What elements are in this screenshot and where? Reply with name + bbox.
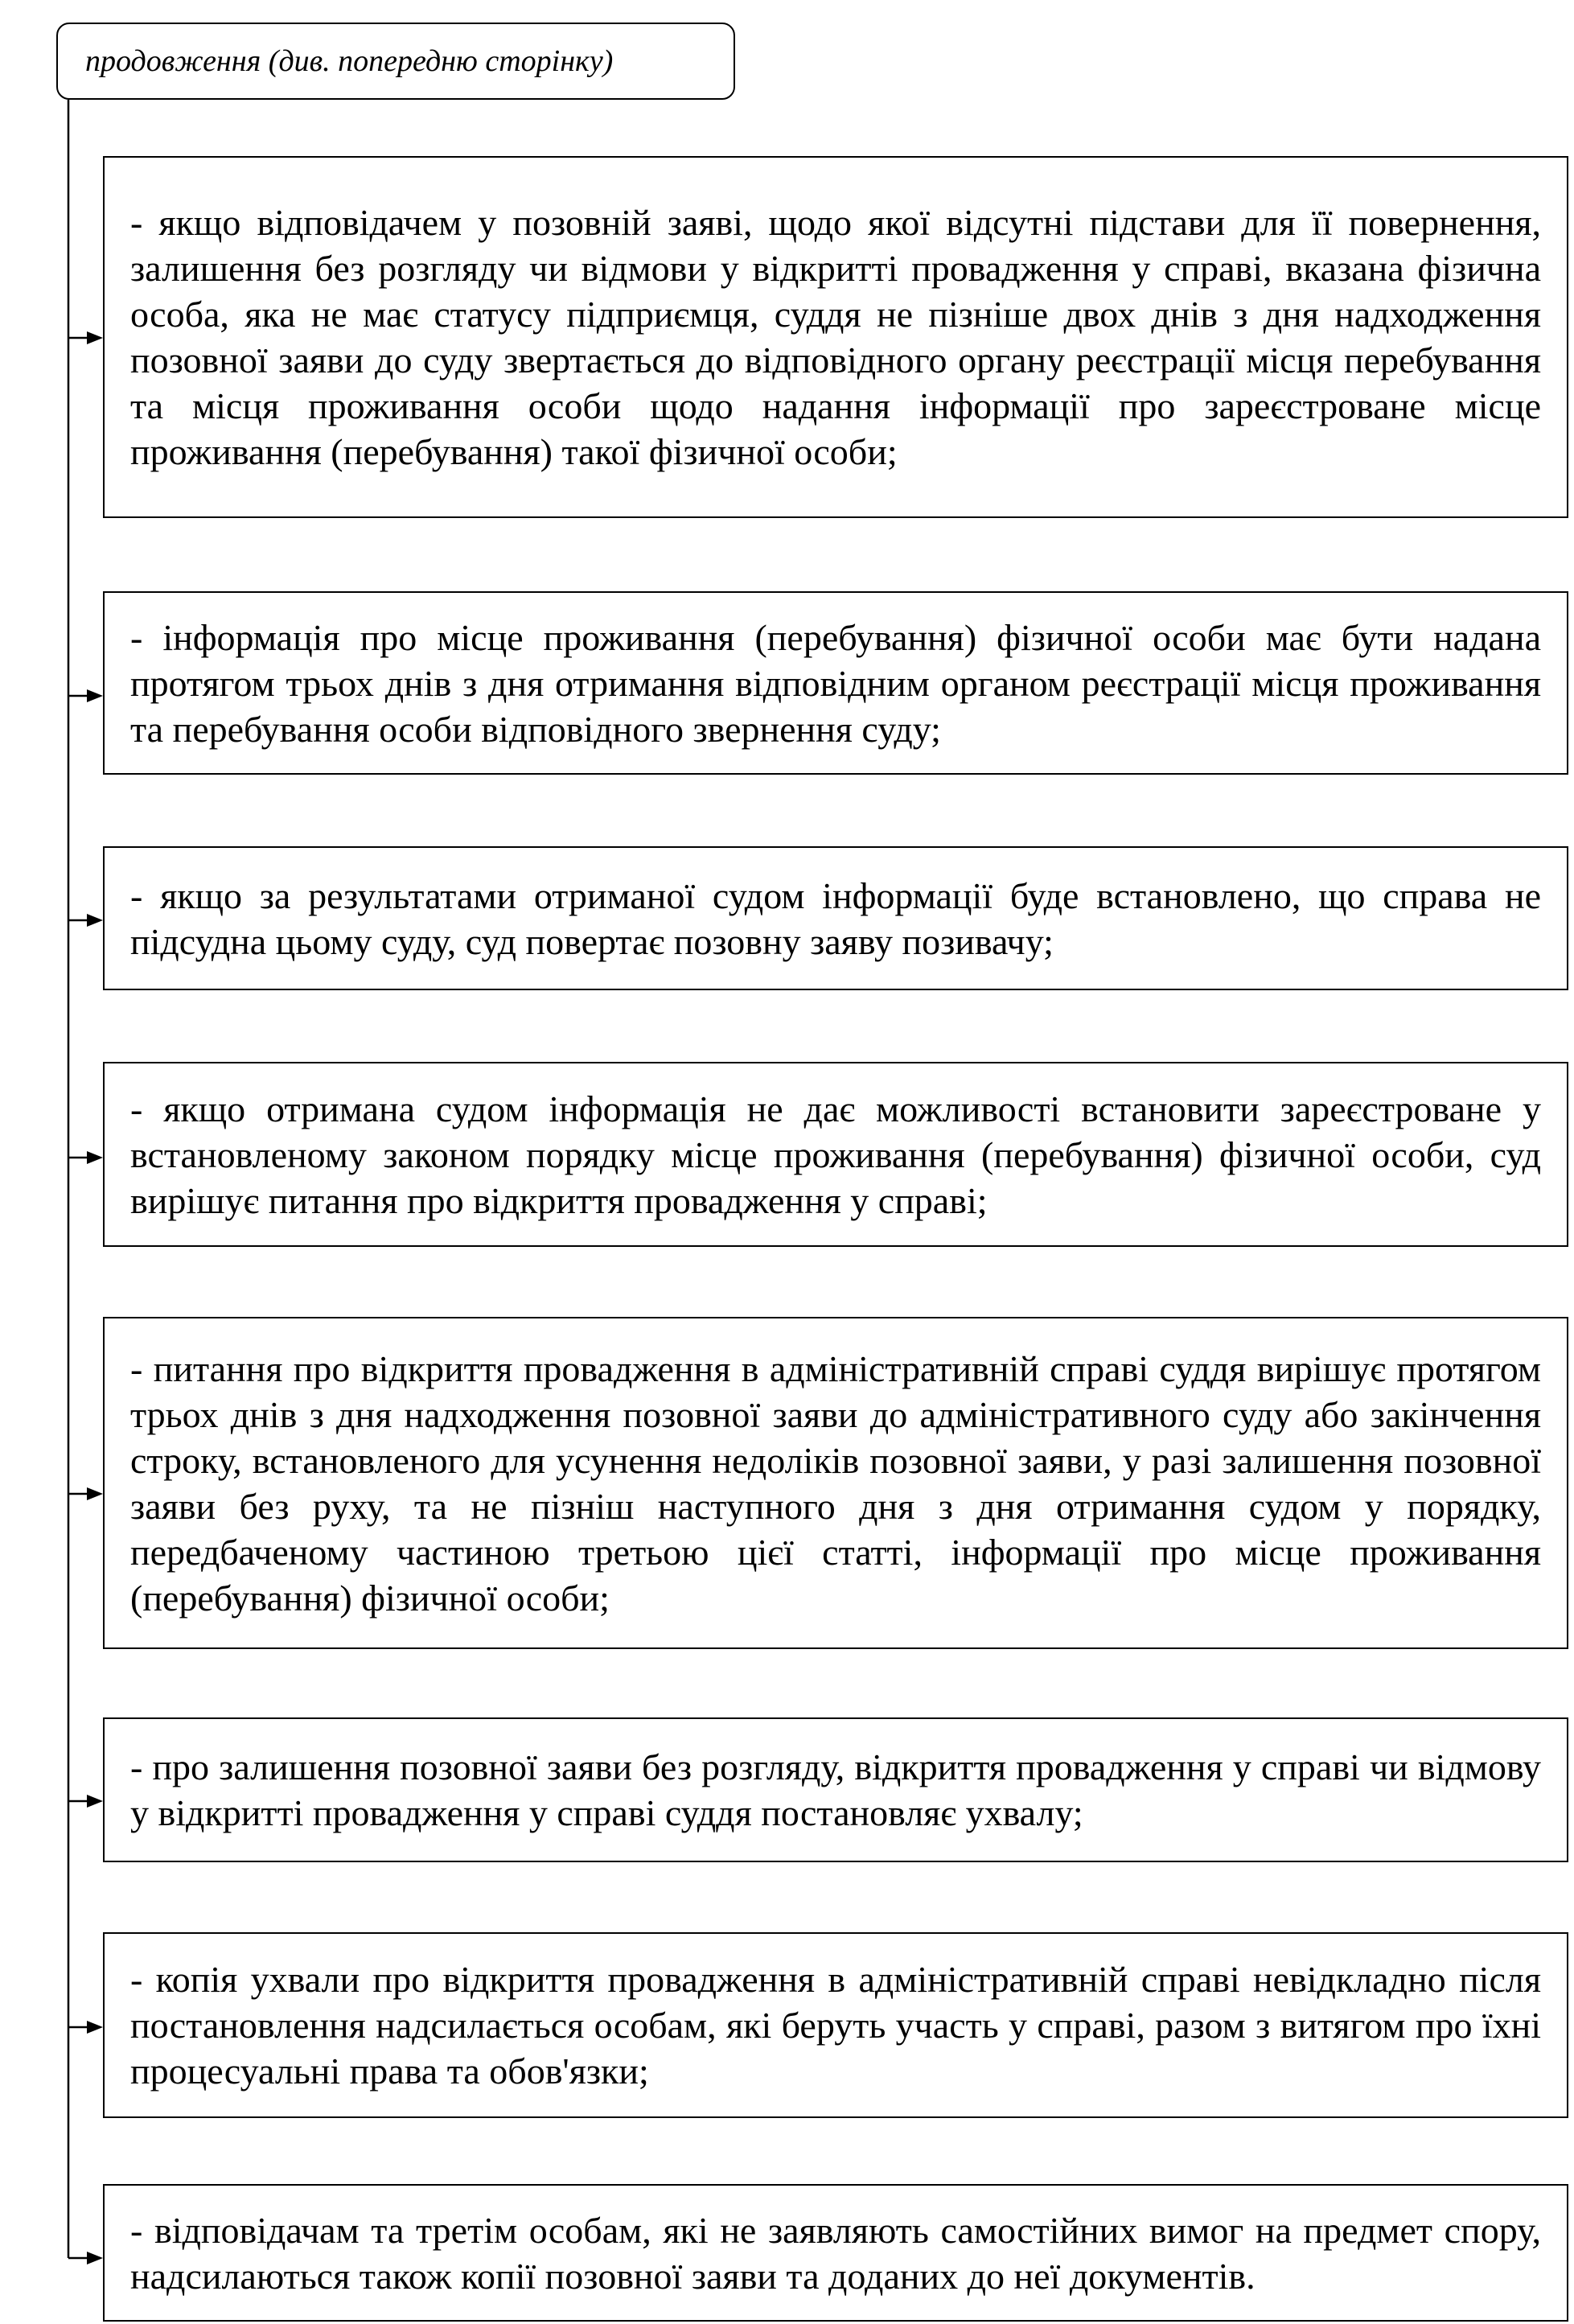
- step-box-1: [103, 156, 1568, 518]
- arrowhead-3: [87, 914, 103, 927]
- step-box-8: [103, 2184, 1568, 2322]
- step-text-2: - інформація про місце проживання (перебування) фізичної особи має бути надана протягом трьох днів з дня отримання відповідним органом реєстрації місця проживання та перебування особи відповідного звернення суду;: [130, 616, 1541, 750]
- arrowhead-8: [87, 2252, 103, 2264]
- step-text-6: - про залишення позовної заяви без розгляду, відкриття провадження у справі чи відмову у відкритті провадження у справі суддя постановляє ухвалу;: [130, 1746, 1541, 1833]
- step-box-7: [103, 1932, 1568, 2118]
- step-box-6: [103, 1717, 1568, 1862]
- step-text-8: - відповідачам та третім особам, які не заявляють самостійних вимог на предмет спору, надсилаються також копії позовної заяви та доданих до неї документів.: [130, 2209, 1541, 2297]
- arrowhead-5: [87, 1487, 103, 1500]
- arrowhead-7: [87, 2021, 103, 2034]
- step-box-5: [103, 1317, 1568, 1649]
- arrowhead-2: [87, 689, 103, 702]
- step-text-4: - якщо отримана судом інформація не дає можливості встановити зареєстроване у встановленому законом порядку місце проживання (перебування) фізичної особи, суд вирішує питання про відкриття провадження у справі;: [130, 1088, 1541, 1221]
- step-box-3: [103, 846, 1568, 990]
- arrowhead-6: [87, 1795, 103, 1808]
- step-text-1: - якщо відповідачем у позовній заяві, щодо якої відсутні підстави для її повернення, залишення без розгляду чи відмови у відкритті провадження у справі, вказана фізична особа, яка не має статусу підприємця, суддя не пізніше двох днів з дня надходження позовної заяви до суду звертається до відповідного органу реєстрації місця перебування та місця проживання особи щодо надання інформації про зареєстроване місце проживання (перебування) такої фізичної особи;: [130, 202, 1541, 472]
- continuation-header-text: продовження (див. попередню сторінку): [85, 44, 614, 78]
- step-text-7: - копія ухвали про відкриття провадження в адміністративній справі невідкладно після постановлення надсилається особам, які беруть участь у справі, разом з витягом про їхні процесуальні права та обов'язки;: [130, 1959, 1541, 2092]
- step-text-5: - питання про відкриття провадження в адміністративній справі суддя вирішує протягом трьох днів з дня надходження позовної заяви до адміністративного суду або закінчення строку, встановленого для усунення недоліків позовної заяви, у разі залишення позовної заяви без руху, та не пізніш наступного дня з дня отримання судом у порядку, передбаченому частиною третьою цієї статті, інформації про місце проживання (перебування) фізичної особи;: [130, 1347, 1541, 1619]
- continuation-header: [56, 23, 735, 100]
- step-box-4: [103, 1062, 1568, 1247]
- arrowhead-4: [87, 1151, 103, 1164]
- step-box-2: [103, 591, 1568, 775]
- step-text-3: - якщо за результатами отриманої судом інформації буде встановлено, що справа не підсудна цьому суду, суд повертає позовну заяву позивачу;: [130, 874, 1541, 962]
- arrowhead-1: [87, 331, 103, 344]
